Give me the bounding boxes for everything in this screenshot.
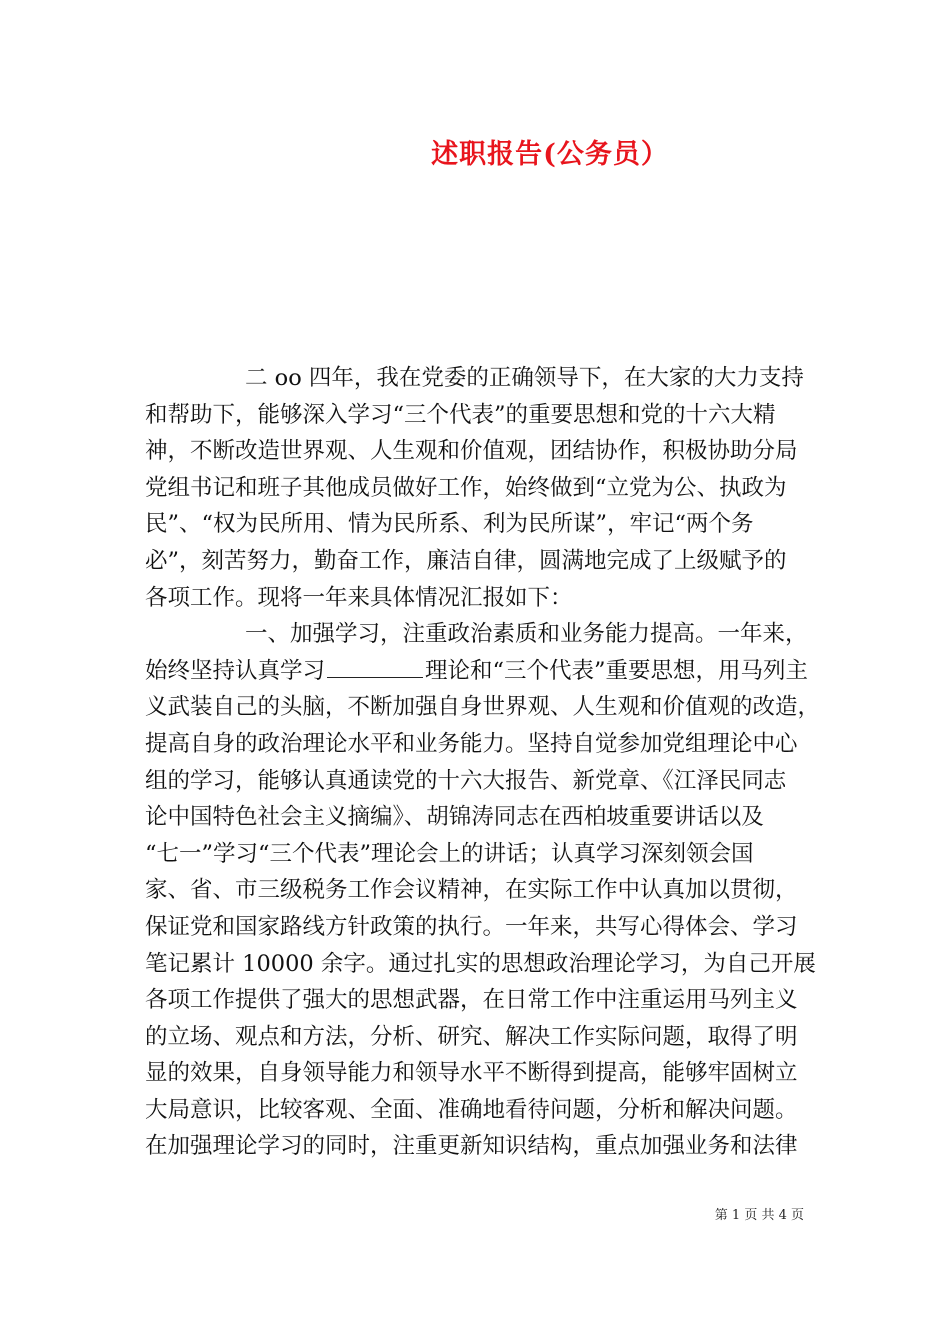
paragraph-line: 在加强理论学习的同时，注重更新知识结构，重点加强业务和法律 [145, 1133, 798, 1160]
paragraph-line: 神，不断改造世界观、人生观和价值观，团结协作，积极协助分局 [145, 438, 798, 465]
paragraph-line: 各项工作。现将一年来具体情况汇报如下： [145, 584, 573, 611]
paragraph-line: 的立场、观点和方法，分析、研究、解决工作实际问题，取得了明 [145, 1023, 798, 1050]
paragraph-line: 党组书记和班子其他成员做好工作，始终做到“立党为公、执政为 [145, 474, 787, 501]
paragraph-line: 组的学习，能够认真通读党的十六大报告、新党章、《江泽民同志 [145, 767, 787, 794]
paragraph-line: 家、省、市三级税务工作会议精神，在实际工作中认真加以贯彻， [145, 877, 798, 904]
paragraph-line: “七一”学习“三个代表”理论会上的讲话；认真学习深刻领会国 [145, 840, 754, 867]
paragraph-line: 各项工作提供了强大的思想武器，在日常工作中注重运用马列主义 [145, 987, 798, 1014]
paragraph-line: 大局意识，比较客观、全面、准确地看待问题，分析和解决问题。 [145, 1096, 798, 1123]
paragraph-line: 显的效果，自身领导能力和领导水平不断得到提高，能够牢固树立 [145, 1060, 798, 1087]
paragraph-line [145, 653, 815, 690]
page-number: 第 1 页 共 4 页 [714, 1208, 804, 1223]
paragraph-line: 和帮助下，能够深入学习“三个代表”的重要思想和党的十六大精 [145, 401, 776, 428]
line-segment: 理论和“三个代表”重要思想，用马列主 [425, 657, 809, 684]
paragraph-line: 义武装自己的头脑，不断加强自身世界观、人生观和价值观的改造， [145, 694, 821, 721]
document-body [145, 360, 821, 1165]
paragraph-line: 提高自身的政治理论水平和业务能力。坚持自觉参加党组理论中心 [145, 730, 798, 757]
paragraph-line: 二 oo 四年，我在党委的正确领导下，在大家的大力支持 [245, 365, 804, 391]
paragraph-line: 笔记累计 10000 余字。通过扎实的思想政治理论学习，为自己开展 [145, 950, 816, 977]
line-segment: 始终坚持认真学习 [145, 657, 326, 684]
paragraph-line: 论中国特色社会主义摘编》、胡锦涛同志在西柏坡重要讲话以及 [145, 804, 764, 831]
paragraph-line: 民”、“权为民所用、情为民所系、利为民所谋”，牢记“两个务 [145, 511, 754, 538]
paragraph-line: 保证党和国家路线方针政策的执行。一年来，共写心得体会、学习 [145, 913, 798, 940]
blank-underline [327, 659, 423, 678]
paragraph-line: 必”，刻苦努力，勤奋工作，廉洁自律，圆满地完成了上级赋予的 [145, 547, 787, 574]
section-heading-line: 一、加强学习，注重政治素质和业务能力提高。一年来， [245, 621, 808, 648]
document-title: 述职报告(公务员） [431, 139, 669, 170]
